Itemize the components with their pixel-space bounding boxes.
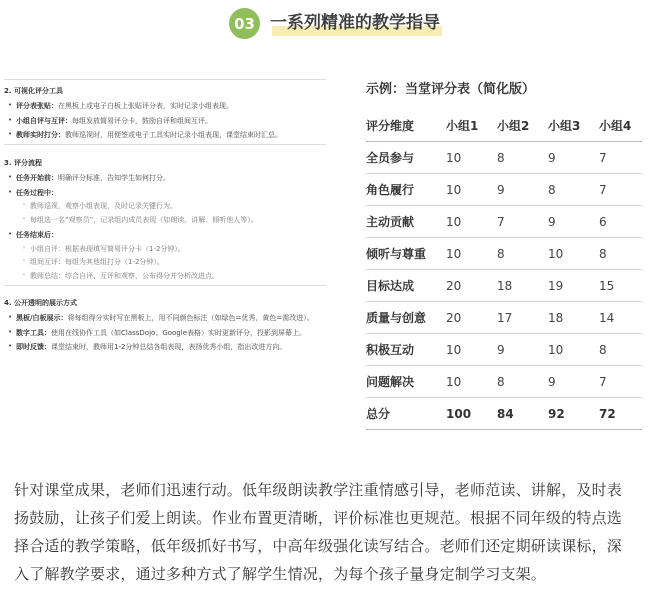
table-cell: 9 (548, 142, 599, 174)
section-number-badge: 03 (229, 8, 260, 39)
doc-section-process (4, 159, 326, 286)
doc-section-display (4, 299, 326, 352)
table-cell: 19 (548, 270, 599, 302)
score-table-block (366, 78, 642, 430)
table-cell: 9 (497, 334, 548, 366)
table-cell: 17 (497, 302, 548, 334)
doc-sub-item: ◦ 每组选一名“观察员”，记录组内成员表现（如朗读、讲解、倾听他人等）。 (4, 216, 326, 225)
table-cell: 10 (548, 238, 599, 270)
doc-list-item: • 教师实时打分：教师巡视时，用便签或电子工具实时记录小组表现，课堂结束时汇总。 (4, 131, 326, 140)
doc-sub-item: ◦ 小组自评：根据表现填写简易评分卡（1-2分钟）。 (4, 245, 326, 254)
doc-list-item: • 数字工具：使用在线协作工具（如ClassDojo、Google表格）实时更新评分，投影到屏幕上。 (4, 329, 326, 338)
doc-list-item: • 任务结束后： (4, 231, 326, 240)
doc-list-item: • 即时反馈：课堂结束时，教师用1-2分钟总结各组表现，表扬优秀小组，指出改进方向。 (4, 343, 326, 352)
doc-list-item: • 评分表张贴：在黑板上或电子白板上张贴评分表，实时记录小组表现。 (4, 102, 326, 111)
table-cell: 92 (548, 398, 599, 430)
doc-top-divider (4, 79, 326, 80)
table-total-row (366, 398, 642, 430)
table-cell: 7 (599, 142, 642, 174)
table-cell: 84 (497, 398, 548, 430)
table-cell: 14 (599, 302, 642, 334)
body-paragraph (14, 476, 662, 588)
table-row (366, 270, 642, 302)
table-cell: 全员参与 (366, 142, 446, 174)
table-header-cell: 小组3 (548, 110, 599, 142)
table-cell: 10 (446, 174, 497, 206)
table-row (366, 174, 642, 206)
table-row (366, 206, 642, 238)
table-row (366, 334, 642, 366)
section-title (270, 9, 440, 37)
table-row (366, 238, 642, 270)
table-title: 示例：当堂评分表（简化版） (366, 82, 536, 97)
table-cell: 积极互动 (366, 334, 446, 366)
table-cell: 8 (548, 174, 599, 206)
table-cell: 9 (548, 206, 599, 238)
table-cell: 8 (497, 366, 548, 398)
table-cell: 7 (497, 206, 548, 238)
table-cell: 18 (497, 270, 548, 302)
table-cell: 18 (548, 302, 599, 334)
paragraph-line: 入了解教学要求，通过多种方式了解学生情况，为每个孩子量身定制学习支架。 (14, 565, 547, 583)
table-row (366, 302, 642, 334)
table-cell: 10 (446, 334, 497, 366)
table-row (366, 366, 642, 398)
document-thumbnail (4, 79, 326, 436)
table-cell: 8 (497, 238, 548, 270)
table-header-cell: 评分维度 (366, 110, 446, 142)
table-cell: 72 (599, 398, 642, 430)
table-cell: 问题解决 (366, 366, 446, 398)
table-header-row (366, 110, 642, 142)
doc-section-title: 4. 公开透明的展示方式 (4, 299, 77, 307)
doc-list-item: • 黑板/白板展示：将每组得分实时写在黑板上，用不同颜色标注（如绿色=优秀，黄色=需改进）。 (4, 314, 326, 323)
section-title-text: 一系列精准的教学指导 (270, 13, 440, 33)
table-cell: 主动贡献 (366, 206, 446, 238)
paragraph-line: 扬鼓励，让孩子们爱上朗读。作业布置更清晰，评价标准也更规范。根据不同年级的特点选 (14, 509, 623, 527)
table-cell: 总分 (366, 398, 446, 430)
table-header-cell: 小组1 (446, 110, 497, 142)
doc-list-item: • 小组自评与互评：每组发放简易评分卡，鼓励自评和组间互评。 (4, 117, 326, 126)
doc-section-visual-tools (4, 87, 326, 145)
table-cell: 9 (548, 366, 599, 398)
table-cell: 10 (446, 238, 497, 270)
table-row (366, 142, 642, 174)
table-cell: 角色履行 (366, 174, 446, 206)
table-cell: 7 (599, 174, 642, 206)
doc-list-item: • 任务开始前：明确评分标准，告知学生如何打分。 (4, 174, 326, 183)
table-cell: 质量与创意 (366, 302, 446, 334)
table-cell: 9 (497, 174, 548, 206)
doc-sub-item: ◦ 教师总结：综合自评、互评和观察，公布得分并分析改进点。 (4, 272, 326, 281)
table-cell: 100 (446, 398, 497, 430)
doc-divider (4, 285, 326, 286)
table-header-cell: 小组2 (497, 110, 548, 142)
paragraph-line: 择合适的教学策略，低年级抓好书写，中高年级强化读写结合。老师们还定期研读课标，深 (14, 537, 623, 555)
doc-sub-item: ◦ 组间互评：每组为其他组打分（1-2分钟）。 (4, 258, 326, 267)
table-cell: 10 (446, 206, 497, 238)
table-cell: 6 (599, 206, 642, 238)
table-cell: 20 (446, 302, 497, 334)
table-cell: 倾听与尊重 (366, 238, 446, 270)
table-cell: 10 (446, 366, 497, 398)
table-cell: 8 (599, 334, 642, 366)
table-cell: 目标达成 (366, 270, 446, 302)
table-cell: 10 (446, 142, 497, 174)
paragraph-line: 针对课堂成果，老师们迅速行动。低年级朗读教学注重情感引导，老师范读、讲解，及时表 (14, 481, 623, 499)
doc-list-item: • 任务过程中： (4, 189, 326, 198)
table-cell: 15 (599, 270, 642, 302)
table-cell: 20 (446, 270, 497, 302)
section-header (229, 6, 469, 40)
table-cell: 10 (548, 334, 599, 366)
score-table (366, 110, 642, 430)
doc-divider (4, 144, 326, 145)
table-cell: 8 (599, 238, 642, 270)
doc-sub-item: ◦ 教师巡视，观察小组表现，及时记录关键行为。 (4, 202, 326, 211)
doc-section-title: 3. 评分流程 (4, 159, 42, 167)
doc-section-title: 2. 可视化评分工具 (4, 87, 63, 95)
table-cell: 8 (497, 142, 548, 174)
table-header-cell: 小组4 (599, 110, 642, 142)
table-cell: 7 (599, 366, 642, 398)
